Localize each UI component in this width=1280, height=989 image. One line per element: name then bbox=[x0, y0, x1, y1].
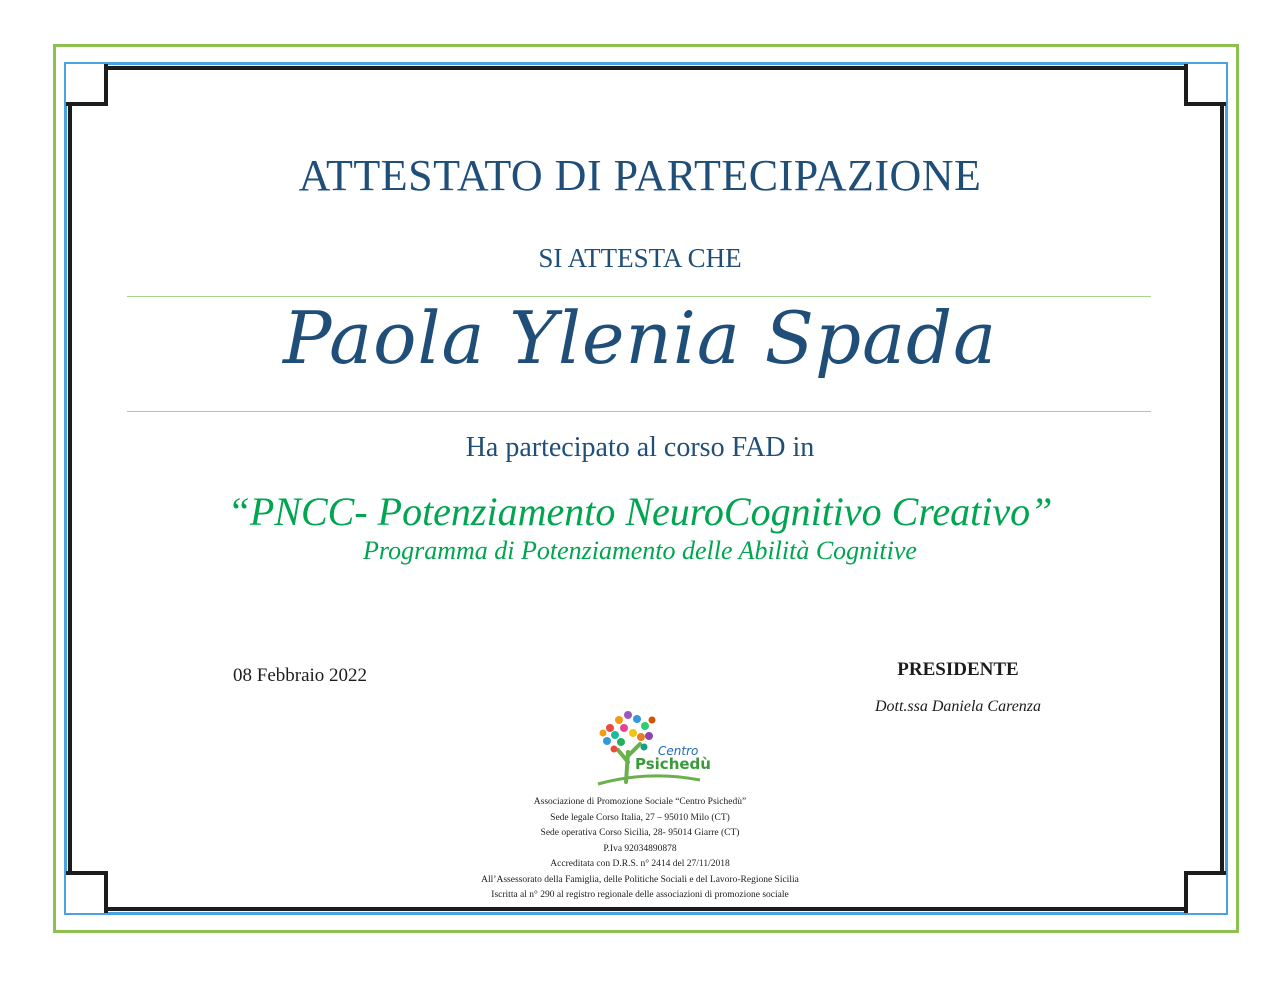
logo-text-centro: Centro bbox=[658, 744, 699, 758]
footer-line: Associazione di Promozione Sociale “Centro Psichedù” bbox=[533, 797, 747, 807]
certificate-title: ATTESTATO DI PARTECIPAZIONE bbox=[298, 151, 982, 200]
name-divider-bottom bbox=[127, 411, 1151, 412]
footer-line: Sede legale Corso Italia, 27 – 95010 Milo (CT) bbox=[550, 812, 730, 823]
attended-text: Ha partecipato al corso FAD in bbox=[465, 432, 815, 463]
course-subtitle: Programma di Potenziamento delle Abilità Cognitive bbox=[363, 536, 917, 565]
logo-text-psichedu: Psichedù bbox=[635, 755, 711, 773]
recipient-name: Paola Ylenia Spada bbox=[282, 296, 998, 380]
corner-ornament-top-left bbox=[66, 64, 108, 106]
association-footer bbox=[0, 795, 1280, 904]
corner-ornament-top-right bbox=[1184, 64, 1226, 106]
footer-line: P.Iva 92034890878 bbox=[603, 843, 677, 854]
footer-line: Accreditata con D.R.S. n° 2414 del 27/11/2018 bbox=[550, 859, 730, 869]
certificate-subtitle: SI ATTESTA CHE bbox=[538, 243, 742, 273]
president-name: Dott.ssa Daniela Carenza bbox=[874, 698, 1042, 715]
issue-date: 08 Febbraio 2022 bbox=[233, 665, 368, 686]
footer-line: Iscritta al n° 290 al registro regionale delle associazioni di promozione sociale bbox=[491, 890, 789, 900]
footer-line: Sede operativa Corso Sicilia, 28- 95014 Giarre (CT) bbox=[540, 828, 740, 838]
footer-line: All’Assessorato della Famiglia, delle Politiche Sociali e del Lavoro-Regione Sicilia bbox=[481, 874, 799, 885]
president-label: PRESIDENTE bbox=[897, 659, 1019, 680]
course-title: “PNCC- Potenziamento NeuroCognitivo Creativo” bbox=[227, 489, 1053, 534]
